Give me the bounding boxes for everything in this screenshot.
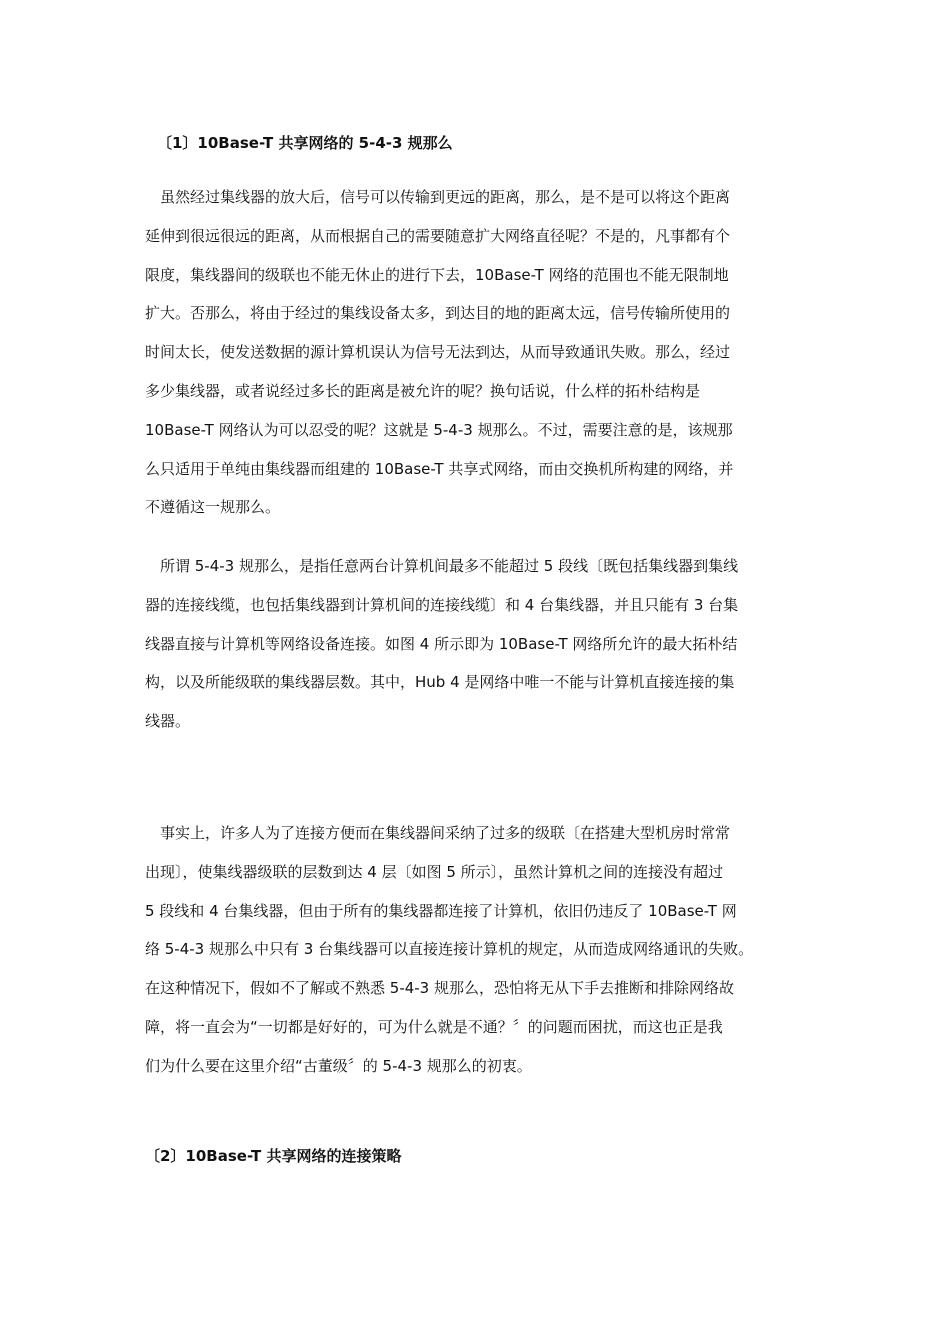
paragraph-line: 们为什么要在这里介绍“古董级〞的 5-4-3 规那么的初衷。 [145,1056,532,1075]
section-heading-2: 〔2〕10Base-T 共享网络的连接策略 [145,1147,402,1165]
paragraph-line: 不遵循这一规那么。 [145,498,281,517]
paragraph-2 [145,547,825,741]
paragraph-line: 延伸到很远很远的距离，从而根据自己的需要随意扩大网络直径呢？不是的，凡事都有个 [145,226,731,245]
paragraph-line: 所谓 5-4-3 规那么，是指任意两台计算机间最多不能超过 5 段线〔既包括集线器到集线 [145,557,739,575]
paragraph-line: 线器。 [145,712,191,731]
paragraph-line: 器的连接线缆，也包括集线器到计算机间的连接线缆〕和 4 台集线器，并且只能有 3 台集 [145,595,739,614]
paragraph-line: 时间太长，使发送数据的源计算机误认为信号无法到达，从而导致通讯失败。那么，经过 [145,343,731,362]
paragraph-line: 多少集线器，或者说经过多长的距离是被允许的呢？换句话说，什么样的拓朴结构是 [145,381,701,400]
paragraph-line: 10Base-T 网络认为可以忍受的呢？这就是 5-4-3 规那么。不过，需要注意的是，该规那 [145,420,733,439]
paragraph-3 [145,814,825,1086]
section-heading-1: 〔1〕10Base-T 共享网络的 5-4-3 规那么 [157,134,453,152]
paragraph-line: 事实上，许多人为了连接方便而在集线器间采纳了过多的级联〔在搭建大型机房时常常 [145,824,731,842]
paragraph-line: 出现〕，使集线器级联的层数到达 4 层〔如图 5 所示〕，虽然计算机之间的连接没有超过 [145,862,724,881]
paragraph-line: 障，将一直会为“一切都是好好的，可为什么就是不通？〞的问题而困扰，而这也正是我 [145,1017,723,1036]
paragraph-line: 络 5-4-3 规那么中只有 3 台集线器可以直接连接计算机的规定，从而造成网络通讯的失败。 [145,940,754,959]
paragraph-line: 扩大。否那么，将由于经过的集线设备太多，到达目的地的距离太远，信号传输所使用的 [145,304,731,323]
paragraph-1 [145,178,825,527]
paragraph-line: 在这种情况下，假如不了解或不熟悉 5-4-3 规那么，恐怕将无从下手去推断和排除网络故 [145,979,734,998]
paragraph-line: 么只适用于单纯由集线器而组建的 10Base-T 共享式网络，而由交换机所构建的网络，并 [145,459,734,478]
paragraph-line: 虽然经过集线器的放大后，信号可以传输到更远的距离，那么，是不是可以将这个距离 [145,188,731,206]
paragraph-line: 限度，集线器间的级联也不能无休止的进行下去，10Base-T 网络的范围也不能无限制地 [145,265,729,284]
paragraph-line: 线器直接与计算机等网络设备连接。如图 4 所示即为 10Base-T 网络所允许的最大拓朴结 [145,634,738,653]
paragraph-line: 构，以及所能级联的集线器层数。其中，Hub 4 是网络中唯一不能与计算机直接连接的集 [145,673,735,692]
paragraph-line: 5 段线和 4 台集线器，但由于所有的集线器都连接了计算机，依旧仍违反了 10Base-T 网 [145,901,737,920]
